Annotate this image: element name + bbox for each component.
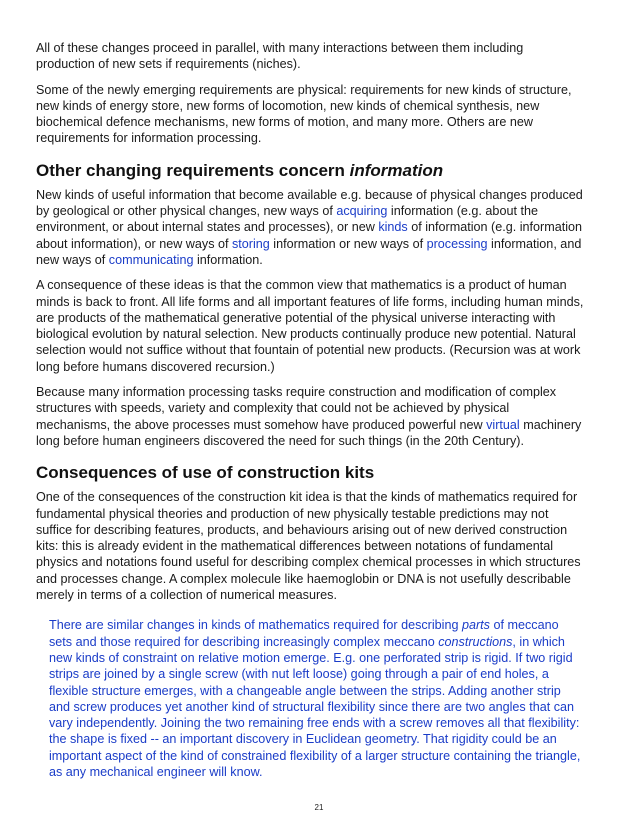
emphasis-constructions: constructions xyxy=(438,634,513,649)
text-run: There are similar changes in kinds of mathematics required for describing xyxy=(49,618,462,633)
link-communicating[interactable]: communicating xyxy=(108,252,194,267)
link-virtual[interactable]: virtual xyxy=(486,417,520,432)
text-run: machinery long before human engineers discovered the need for such things (in the 20th Century). xyxy=(36,417,582,448)
emphasis-parts: parts xyxy=(461,618,490,633)
text-run: , in which new kinds of constraint on relative motion emerge. E.g. one perforated strip is rigid. If two rigid strips are joined by a single screw (with nut left loose) going through a pair of end holes, a flexible structure emerges, with a changeable angle between the strips. Adding another strip and screw produces yet another kind of structural flexibility since there are two angles that can vary independently. Joining the two remaining free ends with a screw removes all that flexibility: the shape is fixed -- an important discovery in Euclidean geometry. That rigidity could be an important aspect of the kind of constrained flexibility of a larger structure containing the triangle, as any mechanical engineer will know. xyxy=(49,634,581,779)
meccano-quote-block xyxy=(49,617,584,780)
paragraph-virtual-machinery xyxy=(36,384,584,449)
text-run: information, and new ways of xyxy=(36,236,582,267)
heading-text: Other changing requirements concern xyxy=(36,160,350,180)
link-storing[interactable]: storing xyxy=(232,236,270,251)
heading-construction-kits: Consequences of use of construction kits xyxy=(36,463,375,483)
link-kinds[interactable]: kinds xyxy=(378,220,408,235)
heading-information-requirements xyxy=(36,160,584,181)
link-acquiring[interactable]: acquiring xyxy=(336,204,388,219)
paragraph-information-kinds xyxy=(36,187,584,268)
heading-emphasis: information xyxy=(349,160,444,180)
paragraph-construction-kit-consequences: One of the consequences of the construction kit idea is that the kinds of mathematics required for fundamental physical theories and production of new physically testable predictions may not suffice for describing features, products, and behaviours arising out of new derived construction kits: this is already evident in the mathematical differences between notations of fundamental physics and notations found useful for describing complex chemical processes in which structures and processes change. A complex molecule like haemoglobin or DNA is not usefully describable merely in terms of a collection of numerical measures. xyxy=(36,490,581,603)
text-run: information or new ways of xyxy=(269,236,427,251)
paragraph-physical-requirements: Some of the newly emerging requirements are physical: requirements for new kinds of structure, new kinds of energy store, new forms of locomotion, new kinds of chemical synthesis, new biochemical defence mechanisms, new forms of motion, and many more. Others are new requirements for information processing. xyxy=(36,82,572,146)
text-run: New kinds of useful information that become available e.g. because of physical changes produced by geological or other physical changes, new ways of xyxy=(36,187,583,219)
paragraph-parallel-changes: All of these changes proceed in parallel, with many interactions between them including production of new sets if requirements (niches). xyxy=(36,41,524,72)
text-run: of information (e.g. information about information), or new ways of xyxy=(36,220,583,251)
text-run: of meccano sets and those required for describing increasingly complex meccano xyxy=(49,618,559,649)
link-processing[interactable]: processing xyxy=(426,236,488,251)
text-run: information (e.g. about the environment, or about internal states and processes), or new xyxy=(36,204,538,235)
text-run: information. xyxy=(193,252,263,267)
page-number: 21 xyxy=(314,803,324,812)
text-run: Because many information processing tasks require construction and modification of complex structures with speeds, variety and complexity that could not be achieved by physical mechanisms, the above processes must somehow have produced powerful new xyxy=(36,385,557,432)
paragraph-mathematics-consequence: A consequence of these ideas is that the common view that mathematics is a product of human minds is back to front. All life forms and all important features of life forms, including human minds, are products of the mathematical generative potential of the physical universe interacting with biological evolution by natural selection. New products continually produce new potential. Natural selection would not suffice without that fountain of potential new products. (Recursion was at work long before humans discovered recursion.) xyxy=(36,278,584,374)
